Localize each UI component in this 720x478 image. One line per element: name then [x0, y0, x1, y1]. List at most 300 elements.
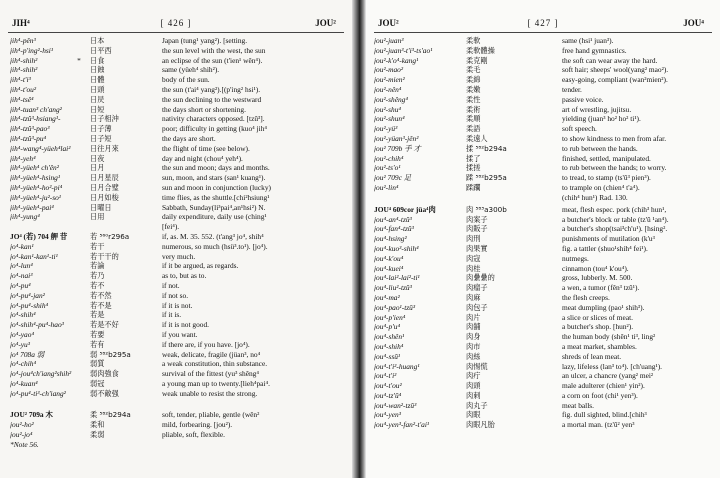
- dictionary-entry: [0, 173, 352, 183]
- definition: same (yüeh⁴ shih²).: [162, 65, 220, 75]
- chinese-characters: 若干: [90, 241, 105, 251]
- dictionary-entry: [366, 254, 720, 264]
- romanization: jih⁴-yüeh⁴-ho²-pi⁴: [10, 182, 63, 192]
- definition: [fei⁴).: [162, 222, 180, 232]
- chinese-characters: 柔克剛: [466, 55, 488, 65]
- definition: an ulcer, a chancre (yang² mei²: [562, 371, 654, 381]
- chinese-characters: 肉刑: [466, 234, 481, 244]
- chinese-characters: 若乃: [90, 271, 105, 281]
- chinese-characters: 蹂 ⁵⁸²b295a: [466, 173, 507, 183]
- dictionary-entry: [0, 291, 352, 301]
- romanization: jou⁴-hsing²: [374, 234, 407, 244]
- definition: poor; difficulty in getting (kuo⁴ jih⁴: [162, 124, 267, 134]
- chinese-characters: 肉眼凡胎: [466, 420, 495, 430]
- definition: soft hair; sheeps' wool(yang² mao²).: [562, 65, 669, 75]
- definition: lazy, lifeless (lan³ to⁴). [ch'uang¹).: [562, 361, 663, 371]
- tail-word: JOU²: [315, 18, 336, 28]
- romanization: jou²-yüan³-jên²: [374, 133, 419, 143]
- romanization: jo⁴-yu³: [10, 339, 30, 349]
- dictionary-entry: [366, 362, 720, 372]
- chinese-characters: 柔弱: [90, 430, 105, 440]
- definition: meat balls.: [562, 400, 595, 410]
- dictionary-entry: [366, 342, 720, 352]
- romanization: jou⁴-t'i²-huang¹: [374, 361, 420, 371]
- dictionary-entry: [366, 264, 720, 274]
- romanization: jo⁴-lun⁴: [10, 261, 33, 271]
- romanization: jou²-nên⁴: [374, 84, 402, 94]
- chinese-characters: 日頭: [90, 84, 105, 94]
- chinese-characters: 柔和: [90, 420, 105, 430]
- running-header: [366, 18, 720, 32]
- headword-entry: [0, 232, 352, 242]
- chinese-characters: 若不: [90, 280, 105, 290]
- right-page: [366, 0, 720, 478]
- chinese-characters: 肉 ⁵⁸³a300b: [466, 204, 507, 214]
- chinese-characters: 日子短: [90, 133, 112, 143]
- chinese-characters: 若 ⁵⁶⁰r296a: [90, 231, 130, 241]
- romanization: jih⁴-yüeh⁴ ch'ên²: [10, 163, 59, 173]
- definition: to rub between the hands; to worry.: [562, 163, 667, 173]
- chinese-characters: 日平西: [90, 45, 112, 55]
- chinese-characters: 日夜: [90, 153, 105, 163]
- dictionary-entry: [366, 244, 720, 254]
- dictionary-entry: [0, 440, 352, 450]
- romanization: jou⁴-wan²-tzŭ³: [374, 400, 417, 410]
- dictionary-entry: [0, 242, 352, 252]
- dictionary-entry: [366, 313, 720, 323]
- chinese-characters: 肉頭: [466, 381, 481, 391]
- definition: mild, forbearing. [jou²).: [162, 420, 233, 430]
- romanization: jou²-shêng⁴: [374, 94, 408, 104]
- definition: a weak constitution, thin substance.: [162, 359, 268, 369]
- definition: a butcher's block or table (tz'ŭ ¹an⁴).: [562, 214, 669, 224]
- dictionary-entry: [366, 85, 720, 95]
- chinese-characters: 若不是: [90, 300, 112, 310]
- dictionary-entry: [0, 163, 352, 173]
- dictionary-entry: [0, 154, 352, 164]
- definition: cinnamon (tou⁴ k'ou⁴).: [562, 263, 629, 273]
- definition: to rub between the hands.: [562, 143, 638, 153]
- definition: easy-going, compliant (wan²mien²).: [562, 75, 668, 85]
- dictionary-entry: [366, 144, 720, 154]
- chinese-characters: 弱冠: [90, 378, 105, 388]
- romanization: jou²-juan³: [374, 36, 404, 45]
- dictionary-entry: [366, 273, 720, 283]
- chinese-characters: 日食: [90, 55, 105, 65]
- romanization: jo⁴-shih⁴: [10, 310, 36, 320]
- romanization: jo⁴-shih⁴-pu⁴-hao³: [10, 320, 64, 330]
- chinese-characters: 肉身: [466, 332, 481, 342]
- romanization: jou⁴-tz'ŭ⁴: [374, 390, 402, 400]
- romanization: jou²-mao²: [374, 65, 404, 75]
- definition: to show kindness to men from afar.: [562, 133, 667, 143]
- book-gutter: [352, 0, 366, 478]
- definition: if it be argued, as regards.: [162, 261, 239, 271]
- entry-list: [0, 36, 352, 450]
- romanization: jou⁴-yen³: [374, 410, 401, 420]
- romanization: jou⁴-shên¹: [374, 332, 405, 342]
- romanization: jou²-yü³: [374, 124, 398, 134]
- chinese-characters: 柔 ⁵⁸²b294a: [90, 410, 131, 420]
- definition: free hand gymnastics.: [562, 45, 627, 55]
- dictionary-entry: [366, 56, 720, 66]
- chinese-characters: 揉搓: [466, 163, 481, 173]
- dictionary-entry: [366, 401, 720, 411]
- romanization: jih⁴-t'ou²: [10, 84, 37, 94]
- chinese-characters: 柔術: [466, 104, 481, 114]
- definition: same (hsi¹ juan³).: [562, 36, 614, 45]
- definition: Japan (tung¹ yang²). [setting.: [162, 36, 248, 45]
- dictionary-entry: [0, 75, 352, 85]
- romanization: jih⁴-p'ing²-hsi¹: [10, 45, 54, 55]
- chinese-characters: 肉寇: [466, 253, 481, 263]
- chinese-characters: 柔毛: [466, 65, 481, 75]
- chinese-characters: 日往月來: [90, 143, 119, 153]
- definition: finished, settled, manipulated.: [562, 153, 651, 163]
- romanization: jo⁴-pu⁴-shih⁴: [10, 300, 49, 310]
- romanization: jou²-k'o⁴-kang¹: [374, 55, 419, 65]
- romanization: jou²-ho²: [10, 420, 34, 430]
- romanization: jou⁴-k'ou⁴: [374, 253, 404, 263]
- romanization: jo⁴-yao⁴: [10, 329, 35, 339]
- romanization: *Note 56.: [10, 439, 39, 449]
- dictionary-entry: [0, 212, 352, 222]
- dictionary-entry: [0, 281, 352, 291]
- romanization: JOU⁴ 609cor jüa⁴肉: [374, 204, 436, 214]
- dictionary-entry: [366, 303, 720, 313]
- running-header: [0, 18, 352, 32]
- definition: a slice or slices of meat.: [562, 312, 634, 322]
- chinese-characters: 肉纍纍的: [466, 273, 495, 283]
- page-number: [ 427 ]: [527, 18, 559, 28]
- romanization: jou⁴-t'ou²: [374, 381, 402, 391]
- headword-entry: [366, 205, 720, 215]
- romanization: jih⁴-shih²: [10, 55, 38, 65]
- dictionary-entry: [0, 183, 352, 193]
- definition: very much.: [162, 251, 196, 261]
- romanization: jih⁴-tuan³ ch'ang²: [10, 104, 62, 114]
- romanization: jou⁴-pao¹-tzŭ³: [374, 302, 416, 312]
- definition: meat, flesh espec. pork (chih³ hun¹,: [562, 204, 667, 214]
- chinese-characters: 柔綿: [466, 75, 481, 85]
- romanization: jou⁴-p'u⁴: [374, 322, 401, 332]
- romanization: jou²-jo⁴: [10, 430, 33, 440]
- dictionary-entry: [366, 36, 720, 46]
- dictionary-entry: [0, 310, 352, 320]
- definition: sun, moon, and stars (san¹ kuang¹).: [162, 173, 266, 183]
- dictionary-entry: [0, 389, 352, 399]
- chinese-characters: 日月: [90, 163, 105, 173]
- romanization: jou²-shun⁴: [374, 114, 405, 124]
- dictionary-entry: [0, 379, 352, 389]
- dictionary-entry: [366, 114, 720, 124]
- definition: the soft can wear away the hard.: [562, 55, 658, 65]
- dictionary-entry: [0, 193, 352, 203]
- chinese-characters: 柔遠人: [466, 133, 488, 143]
- dictionary-entry: [0, 330, 352, 340]
- romanization: jih⁴-tzŭ³-pao³: [10, 124, 50, 134]
- definition: Sabbath, Sunday(li³pai⁴,an¹hsi²) N.: [162, 202, 266, 212]
- dictionary-entry: [366, 322, 720, 332]
- dictionary-entry: [0, 124, 352, 134]
- dictionary-entry: [366, 234, 720, 244]
- definition: if it is not good.: [162, 320, 210, 330]
- definition: if it is not.: [162, 300, 193, 310]
- romanization: jou² 709b 手 才: [374, 143, 421, 153]
- dictionary-entry: [366, 293, 720, 303]
- chinese-characters: 肉舖: [466, 322, 481, 332]
- dictionary-entry: [0, 350, 352, 360]
- dictionary-entry: [0, 36, 352, 46]
- chinese-characters: 肉絲: [466, 351, 481, 361]
- dictionary-entry: [366, 410, 720, 420]
- romanization: jih⁴-yung⁴: [10, 212, 40, 222]
- romanization: jou² 709c 足: [374, 173, 412, 183]
- chinese-characters: 肉市: [466, 341, 481, 351]
- dictionary-entry: [366, 105, 720, 115]
- romanization: jo⁴-pu⁴-jan²: [10, 290, 45, 300]
- romanization: jou⁴-lai²-lai²-ti¹: [374, 273, 420, 283]
- dictionary-entry: [366, 381, 720, 391]
- chinese-characters: 柔性: [466, 94, 481, 104]
- dictionary-entry: [0, 340, 352, 350]
- chinese-characters: 柔順: [466, 114, 481, 124]
- definition: the days are short.: [162, 133, 216, 143]
- chinese-characters: 肉刺: [466, 390, 481, 400]
- chinese-characters: 日用: [90, 212, 105, 222]
- dictionary-entry: [0, 56, 352, 66]
- romanization: jou²-mien²: [374, 75, 405, 85]
- head-word: JIH⁴: [12, 18, 30, 28]
- romanization: jih⁴-yeh⁴: [10, 153, 36, 163]
- definition: fig. dull sighted, blind.[chih³: [562, 410, 647, 420]
- romanization: jo⁴-kan¹-kan¹-ti¹: [10, 251, 58, 261]
- definition: the sun level with the west, the sun: [162, 45, 266, 55]
- romanization: jou²-ts'o¹: [374, 163, 401, 173]
- chinese-characters: 揉 ⁵⁸²b294a: [466, 143, 507, 153]
- definition: the sun declining to the westward: [162, 94, 262, 104]
- dictionary-entry: [0, 420, 352, 430]
- chinese-characters: 肉片: [466, 312, 481, 322]
- definition: a corn on foot (chi¹ yen³).: [562, 390, 638, 400]
- chinese-characters: 柔語: [466, 124, 481, 134]
- romanization: jou²-lin⁴: [374, 182, 399, 192]
- dictionary-entry: [366, 183, 720, 193]
- definition: the sun and moon; days and months.: [162, 163, 270, 173]
- definition: nutmegs.: [562, 253, 589, 263]
- chinese-characters: 揉了: [466, 153, 481, 163]
- romanization: jou⁴-yen³-fan²-t'ai¹: [374, 420, 430, 430]
- dictionary-entry: [0, 105, 352, 115]
- definition: the flight of time (see below).: [162, 143, 250, 153]
- definition: to tread, to stamp (ts'ŭ³ pien³).: [562, 173, 651, 183]
- dictionary-entry: [0, 359, 352, 369]
- dictionary-entry: [0, 301, 352, 311]
- dictionary-entry: [366, 163, 720, 173]
- dictionary-entry: [0, 95, 352, 105]
- chinese-characters: 若是不好: [90, 320, 119, 330]
- definition: a butcher's shop(tsai³ch'u¹). [hsing².: [562, 224, 668, 234]
- definition: sun and moon in conjunction (lucky): [162, 182, 271, 192]
- definition: a young man up to twenty.[lieh⁴pai⁴.: [162, 378, 270, 388]
- romanization: jou²-shu⁴: [374, 104, 401, 114]
- chinese-characters: 肉桂: [466, 263, 481, 273]
- chinese-characters: 日短: [90, 104, 105, 114]
- romanization: jih⁴-pên³: [10, 36, 36, 45]
- definition: passive voice.: [562, 94, 604, 104]
- dictionary-entry: [366, 75, 720, 85]
- romanization: jou⁴-an⁴-tzŭ³: [374, 214, 412, 224]
- chinese-characters: 日子相沖: [90, 114, 119, 124]
- dictionary-entry: [366, 134, 720, 144]
- chinese-characters: 若論: [90, 261, 105, 271]
- dictionary-entry: [366, 371, 720, 381]
- romanization: jih⁴-yüeh⁴-ju²-so¹: [10, 192, 62, 202]
- chinese-characters: 日月如梭: [90, 192, 119, 202]
- definition: survival of the fittest (yu³ shêng⁴: [162, 369, 259, 379]
- chinese-characters: 肉麻: [466, 292, 481, 302]
- chinese-characters: 日蝕: [90, 65, 105, 75]
- definition: if you want.: [162, 329, 198, 339]
- dictionary-entry: [0, 65, 352, 75]
- definition: as to, but as to.: [162, 271, 207, 281]
- dictionary-entry: [366, 283, 720, 293]
- chinese-characters: 肉案子: [466, 214, 488, 224]
- romanization: jih⁴-yüeh⁴-pai⁴: [10, 202, 54, 212]
- romanization: jo⁴-chih⁴: [10, 359, 37, 369]
- definition: the flesh creeps.: [562, 292, 610, 302]
- definition: gross, lubberly. M. 500.: [562, 273, 633, 283]
- dictionary-entry: [366, 46, 720, 56]
- romanization: jo⁴ 708a 弱: [10, 349, 45, 359]
- definition: time flies, as the shuttle.[chi²hsiung¹: [162, 192, 270, 202]
- definition: punishments of mutilation (k'u³: [562, 234, 655, 244]
- dictionary-entry: [366, 224, 720, 234]
- romanization: jo⁴-pu⁴-ti³-ch'iang²: [10, 388, 66, 398]
- romanization: jih⁴-tzŭ³-hsiang¹-: [10, 114, 61, 124]
- chinese-characters: 日子薄: [90, 124, 112, 134]
- chinese-characters: 日月星辰: [90, 173, 119, 183]
- dictionary-entry: [0, 134, 352, 144]
- definition: tender.: [562, 84, 582, 94]
- definition: day and night (chou⁴ yeh⁴).: [162, 153, 243, 163]
- dictionary-entry: [366, 154, 720, 164]
- dictionary-entry: [0, 114, 352, 124]
- chinese-characters: 若要: [90, 329, 105, 339]
- romanization: jih⁴-t'i³: [10, 75, 31, 85]
- chinese-characters: 肉惕慌: [466, 361, 488, 371]
- definition: if there are, if you have. [jo⁴).: [162, 339, 250, 349]
- tail-word: JOU⁴: [683, 18, 704, 28]
- definition: shreds of lean meat.: [562, 351, 622, 361]
- dictionary-entry: [366, 95, 720, 105]
- definition: the sun (t'ai⁴ yang²).[(p'ing² hsi¹).: [162, 84, 261, 94]
- dictionary-entry: [366, 352, 720, 362]
- definition: a meat market, shambles.: [562, 341, 637, 351]
- definition: yielding (juan³ ho² ho² ti¹).: [562, 114, 641, 124]
- definition: if it is.: [162, 310, 182, 320]
- chinese-characters: 肉瘤子: [466, 283, 488, 293]
- dictionary-entry: [0, 261, 352, 271]
- romanization: jou⁴-ma²: [374, 292, 400, 302]
- definition: (chih⁴ hun¹) Rad. 130.: [562, 192, 628, 202]
- chinese-characters: 若有: [90, 339, 105, 349]
- chinese-characters: 弱不敵强: [90, 388, 119, 398]
- dictionary-entry: [0, 203, 352, 213]
- definition: the days short or shortening.: [162, 104, 246, 114]
- romanization: JO⁴ (若) 704 舺 苷: [10, 231, 68, 241]
- dictionary-entry: [0, 252, 352, 262]
- romanization: jou²-juan³-t'i³-ts'ao¹: [374, 45, 433, 55]
- chinese-characters: 肉果實: [466, 243, 488, 253]
- romanization: jih⁴-wang⁴-yüeh⁴lai²: [10, 143, 71, 153]
- romanization: jou⁴-t'i²: [374, 371, 397, 381]
- definition: the human body (shên¹ ti³, ling²: [562, 332, 656, 342]
- definition: nativity characters opposed. [tzŭ³].: [162, 114, 265, 124]
- romanization: jo⁴-jou⁴ch'iang²shih²: [10, 369, 72, 379]
- definition: body of the sun.: [162, 75, 210, 85]
- chinese-characters: 柔軟體操: [466, 45, 495, 55]
- definition: male adulterer (chien¹ yin²).: [562, 381, 645, 391]
- definition: if not.: [162, 280, 180, 290]
- page-number: [ 426 ]: [160, 18, 192, 28]
- definition: numerous, so much (hsü³.to¹). [jo⁴).: [162, 241, 268, 251]
- dictionary-entry: [366, 173, 720, 183]
- chinese-characters: 若是: [90, 310, 105, 320]
- chinese-characters: 肉疔: [466, 371, 481, 381]
- definition: art of wrestling, jujitsu.: [562, 104, 632, 114]
- left-page: [0, 0, 352, 478]
- chinese-characters: 弱質: [90, 359, 105, 369]
- chinese-characters: 柔軟: [466, 36, 481, 45]
- header-rule: [8, 32, 344, 33]
- dictionary-entry: [0, 271, 352, 281]
- definition: a butcher's shop. [hun²).: [562, 322, 634, 332]
- romanization: jih⁴-yüeh⁴-hsing¹: [10, 173, 61, 183]
- dictionary-entry: [366, 332, 720, 342]
- dictionary-entry: [0, 144, 352, 154]
- definition: soft, tender, pliable, gentle (wên²: [162, 410, 260, 420]
- chinese-characters: 肉包子: [466, 302, 488, 312]
- dictionary-entry: [366, 420, 720, 430]
- dictionary-entry: [366, 65, 720, 75]
- chinese-characters: 弱肉強食: [90, 369, 119, 379]
- romanization: jih⁴-shih²: [10, 65, 38, 75]
- romanization: jo⁴-pu⁴: [10, 280, 31, 290]
- entry-list: [366, 36, 720, 430]
- chinese-characters: 弱 ⁵⁸²b295a: [90, 349, 131, 359]
- romanization: jou⁴-liu²-tzŭ³: [374, 283, 412, 293]
- definition: daily expenditure, daily use (ching¹: [162, 212, 267, 222]
- dictionary-entry: [0, 46, 352, 56]
- romanization: jou²-chih⁴: [374, 153, 404, 163]
- dictionary-entry: [0, 398, 352, 410]
- dictionary-entry: [0, 85, 352, 95]
- head-word: JOU²: [378, 18, 399, 28]
- definition: meat dumpling (pao¹ shih³).: [562, 302, 645, 312]
- romanization: jou⁴-shih⁴: [374, 341, 404, 351]
- dictionary-entry: [0, 430, 352, 440]
- chinese-characters: 日月合璧: [90, 182, 119, 192]
- dictionary-entry: [0, 222, 352, 232]
- definition: weak, delicate, fragile (jüan³, no⁴: [162, 349, 261, 359]
- romanization: JOU² 709a 木: [10, 410, 53, 420]
- definition: an eclipse of the sun (t'ien¹ wên⁴).: [162, 55, 263, 65]
- definition: fig. a tattler (shuo¹shih⁴ fei¹).: [562, 243, 648, 253]
- definition: pliable, soft, flexible.: [162, 430, 226, 440]
- definition: to trample on (chien⁴ t'a⁴).: [562, 182, 640, 192]
- chinese-characters: 柔嫩: [466, 84, 481, 94]
